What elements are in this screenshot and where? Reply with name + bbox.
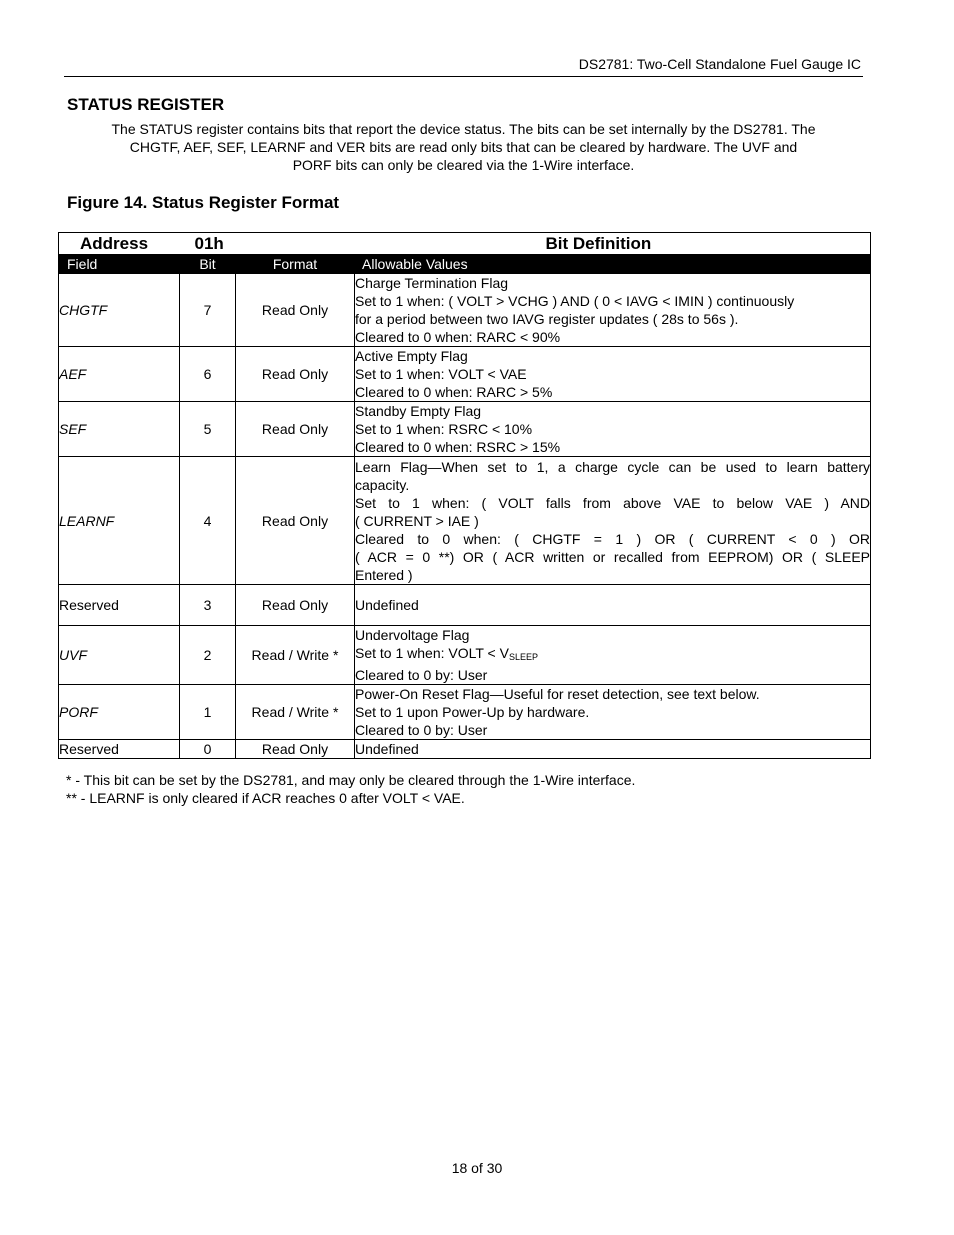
definition-line: ( CURRENT > IAE ) (355, 512, 479, 529)
bit-number: 7 (180, 274, 236, 347)
definition-line: Set to 1 when: ( VOLT falls from above VAE to below VAE ) AND (355, 494, 870, 511)
definition-line (355, 644, 870, 666)
definition-line: Cleared to 0 by: User (355, 722, 488, 738)
field-name: Reserved (59, 740, 180, 759)
definition-line: Set to 1 when: RSRC < 10% (355, 421, 533, 437)
table-row (59, 402, 871, 457)
bit-definition (355, 274, 871, 347)
page-number: 18 of 30 (451, 1160, 503, 1176)
bit-definition (355, 585, 871, 626)
field-name: Reserved (59, 585, 180, 626)
definition-line: for a period between two IAVG register updates ( 28s to 56s ). (355, 311, 739, 327)
table-row (59, 347, 871, 402)
address-label: Address (59, 233, 180, 255)
column-header-field: Field (59, 255, 180, 274)
bit-definition (355, 402, 871, 457)
bit-definition (355, 347, 871, 402)
definition-line: Active Empty Flag (355, 348, 468, 364)
address-row (59, 233, 871, 255)
definition-line: Cleared to 0 by: User (355, 667, 488, 683)
field-name: UVF (59, 626, 180, 685)
field-name: PORF (59, 685, 180, 740)
bit-number: 5 (180, 402, 236, 457)
bit-number: 2 (180, 626, 236, 685)
sleep-subscript: SLEEP (508, 652, 538, 662)
definition-line: Undefined (355, 741, 419, 757)
field-name: CHGTF (59, 274, 180, 347)
access-format: Read Only (236, 585, 355, 626)
figure-caption: Figure 14. Status Register Format (67, 193, 340, 212)
field-name: SEF (59, 402, 180, 457)
column-header-bit: Bit (180, 255, 236, 274)
footnotes (66, 771, 635, 807)
definition-line: Set to 1 when: ( VOLT > VCHG ) AND ( 0 < IAVG < IMIN ) continuously (355, 293, 795, 309)
bit-definition (355, 740, 871, 759)
definition-line: Undervoltage Flag (355, 627, 470, 643)
access-format: Read Only (236, 402, 355, 457)
document-header: DS2781: Two-Cell Standalone Fuel Gauge IC (578, 56, 861, 72)
bit-number: 1 (180, 685, 236, 740)
column-header-spacer (236, 255, 244, 274)
definition-line: Set to 1 when: VOLT < VAE (355, 366, 527, 382)
bit-definition (355, 626, 871, 685)
field-name: AEF (59, 347, 180, 402)
bit-definition (355, 457, 871, 585)
footnote: ** - LEARNF is only cleared if ACR reaches 0 after VOLT < VAE. (66, 790, 465, 806)
table-row (59, 274, 871, 347)
field-name: LEARNF (59, 457, 180, 585)
definition-line: Entered ) (355, 566, 413, 583)
definition-line: Cleared to 0 when: RARC < 90% (355, 329, 561, 345)
access-format: Read Only (236, 274, 355, 347)
access-format: Read Only (236, 740, 355, 759)
definition-line: Standby Empty Flag (355, 403, 482, 419)
column-header-format: Format (244, 255, 355, 274)
bit-number: 0 (180, 740, 236, 759)
bit-number: 6 (180, 347, 236, 402)
table-row (59, 585, 871, 626)
intro-line: The STATUS register contains bits that report the device status. The bits can be set internally by the DS2781. The (111, 121, 816, 137)
table-row (59, 740, 871, 759)
definition-line: ( ACR = 0 **) OR ( ACR written or recalled from EEPROM) OR ( SLEEP (355, 548, 870, 565)
access-format: Read / Write * (236, 685, 355, 740)
definition-line: Power-On Reset Flag—Useful for reset detection, see text below. (355, 686, 760, 702)
status-register-table (58, 232, 871, 759)
access-format: Read / Write * (236, 626, 355, 685)
table-row (59, 685, 871, 740)
access-format: Read Only (236, 347, 355, 402)
bit-definition (355, 685, 871, 740)
bit-definition-label: Bit Definition (355, 233, 871, 255)
address-value: 01h (180, 233, 355, 255)
definition-line: Charge Termination Flag (355, 275, 509, 291)
definition-line: Cleared to 0 when: RSRC > 15% (355, 439, 561, 455)
definition-text: Set to 1 when: VOLT < V (355, 645, 509, 661)
column-header-values: Allowable Values (355, 255, 871, 274)
definition-line: Cleared to 0 when: RARC > 5% (355, 384, 553, 400)
definition-line: Set to 1 upon Power-Up by hardware. (355, 704, 590, 720)
intro-line: PORF bits can only be cleared via the 1-Wire interface. (292, 157, 635, 173)
bit-number: 3 (180, 585, 236, 626)
column-header-row (59, 255, 871, 274)
section-title: STATUS REGISTER (67, 95, 225, 114)
definition-line: Learn Flag—When set to 1, a charge cycle can be used to learn battery (355, 458, 870, 475)
definition-line: Undefined (355, 597, 419, 613)
footnote: * - This bit can be set by the DS2781, and may only be cleared through the 1-Wire interface. (66, 772, 636, 788)
definition-line: Cleared to 0 when: ( CHGTF = 1 ) OR ( CURRENT < 0 ) OR (355, 530, 870, 547)
access-format: Read Only (236, 457, 355, 585)
header-divider (64, 76, 863, 77)
table-row (59, 457, 871, 585)
intro-paragraph (66, 120, 861, 174)
definition-line: capacity. (355, 476, 410, 493)
table-row (59, 626, 871, 685)
intro-line: CHGTF, AEF, SEF, LEARNF and VER bits are read only bits that can be cleared by hardware. The UVF and (129, 139, 798, 155)
bit-number: 4 (180, 457, 236, 585)
